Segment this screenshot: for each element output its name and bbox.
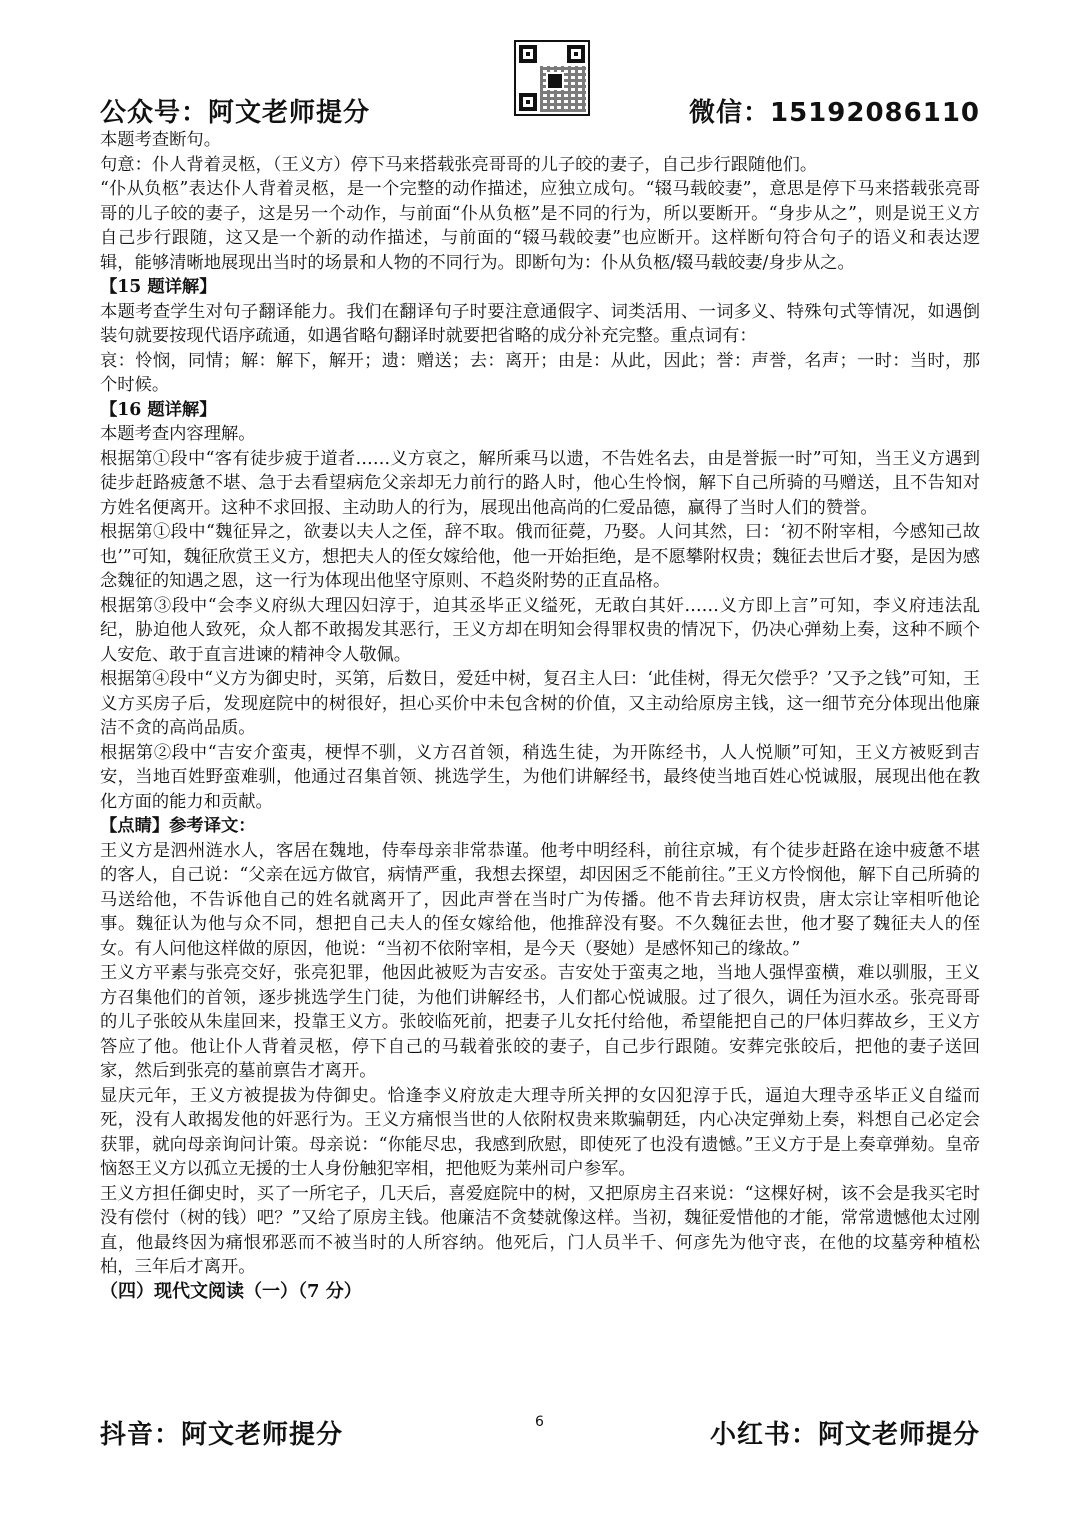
paragraph: 句意：仆人背着灵柩，（王义方）停下马来搭载张亮哥哥的儿子皎的妻子，自己步行跟随他们。 — [100, 154, 818, 175]
footer-xiaohongshu: 小红书：阿文老师提分 — [709, 1420, 980, 1450]
paragraph: 王义方担任御史时，买了一所宅子，几天后，喜爱庭院中的树，又把原房主召来说：“这棵好树，该不会是我买宅时没有偿付（树的钱）吧？”又给了原房主钱。他廉洁不贪婪就像这样。当初，魏征爱惜他的才能，常常遗憾他太过刚直，他最终因为痛恨邪恶而不被当时的人所容纳。他死后，门人员半千、何彦先为他守丧，在他的坟墓旁种植松柏，三年后才离开。 — [100, 1183, 980, 1277]
paragraph: 本题考查断句。 — [100, 130, 221, 150]
paragraph: “仆从负柩”表达仆人背着灵柩，是一个完整的动作描述，应独立成句。“辍马载皎妻”，意思是停下马来搭载张亮哥哥的儿子皎的妻子，这是另一个动作，与前面“仆从负柩”是不同的行为，所以要断开。“身步从之”，则是说王义方自己步行跟随，这又是一个新的动作描述，与前面的“辍马载皎妻”也应断开。这样断句符合句子的语义和表达逻辑，能够清晰地展现出当时的场景和人物的不同行为。即断句为：仆从负柩/辍马载皎妻/身步从之。 — [100, 179, 980, 273]
paragraph: 本题考查内容理解。 — [100, 424, 256, 444]
paragraph: 哀：怜悯，同情；解：解下，解开；遗：赠送；去：离开；由是：从此，因此；誉：声誉，名声；一时：当时，那个时候。 — [100, 350, 980, 395]
paragraph: 王义方平素与张亮交好，张亮犯罪，他因此被贬为吉安丞。吉安处于蛮夷之地，当地人强悍蛮横，难以驯服，王义方召集他们的首领，逐步挑选学生门徒，为他们讲解经书，人们都心悦诚服。过了很久，调任为洹水丞。张亮哥哥的儿子张皎从朱崖回来，投靠王义方。张皎临死前，把妻子儿女托付给他，希望能把自己的尸体归葬故乡，王义方答应了他。他让仆人背着灵柩，停下自己的马载着张皎的妻子，自己步行跟随。安葬完张皎后，把他的妻子送回家，然后到张亮的墓前禀告才离开。 — [100, 963, 980, 1081]
paragraph: 王义方是泗州涟水人，客居在魏地，侍奉母亲非常恭谨。他考中明经科，前往京城，有个徒步赶路在途中疲惫不堪的客人，自己说：“父亲在远方做官，病情严重，我想去探望，却因困乏不能前往。”王义方怜悯他，解下自己所骑的马送给他，不告诉他自己的姓名就离开了，因此声誉在当时广为传播。他不肯去拜访权贵，唐太宗让宰相听他论事。魏征认为他与众不同，想把自己夫人的侄女嫁给他，他推辞没有娶。不久魏征去世，他才娶了魏征夫人的侄女。有人问他这样做的原因，他说：“当初不依附宰相，是今天（娶她）是感怀知己的缘故。” — [100, 840, 980, 959]
header-wechat-account: 公众号：阿文老师提分 — [100, 98, 371, 128]
question-16-heading: 【16 题详解】 — [100, 399, 217, 420]
paragraph: 根据第②段中“吉安介蛮夷，梗悍不驯，义方召首领，稍选生徒，为开陈经书，人人悦顺”可知，王义方被贬到吉安，当地百姓野蛮难驯，他通过召集首领、挑选学生，为他们讲解经书，最终使当地百姓心悦诚服，展现出他在教化方面的能力和贡献。 — [100, 742, 980, 812]
page-number: 6 — [535, 1414, 544, 1430]
section-heading: （四）现代文阅读（一）（7 分） — [100, 1280, 362, 1302]
question-15-heading: 【15 题详解】 — [100, 277, 217, 297]
paragraph: 根据第③段中“会李义府纵大理囚妇淳于，迫其丞毕正义缢死，无敢白其奸……义方即上言”可知，李义府违法乱纪，胁迫他人致死，众人都不敢揭发其恶行，王义方却在明知会得罪权贵的情况下，仍决心弹劾上奏，这种不顾个人安危、敢于直言进谏的精神令人敬佩。 — [100, 595, 980, 665]
paragraph: 根据第④段中“义方为御史时，买第，后数日，爱廷中树，复召主人曰：‘此佳树，得无欠偿乎？’又予之钱”可知，王义方买房子后，发现庭院中的树很好，担心买价中未包含树的价值，又主动给原房主钱，这一细节充分体现出他廉洁不贪的高尚品质。 — [100, 669, 980, 738]
document-body — [100, 128, 980, 1304]
paragraph: 根据第①段中“客有徒步疲于道者……义方哀之，解所乘马以遗，不告姓名去，由是誉振一时”可知，当王义方遇到徒步赶路疲惫不堪、急于去看望病危父亲却无力前行的路人时，他心生怜悯，解下自己所骑的马赠送，且不告知对方姓名便离开。这种不求回报、主动助人的行为，展现出他高尚的仁爱品德，赢得了当时人们的赞誉。 — [100, 448, 980, 518]
qr-code-icon — [514, 40, 590, 116]
translation-heading: 【点睛】参考译文： — [100, 816, 256, 836]
paragraph: 显庆元年，王义方被提拔为侍御史。恰逢李义府放走大理寺所关押的女囚犯淳于氏，逼迫大理寺丞毕正义自缢而死，没有人敢揭发他的奸恶行为。王义方痛恨当世的人依附权贵来欺骗朝廷，内心决定弹劾上奏，料想自己必定会获罪，就向母亲询问计策。母亲说：“你能尽忠，我感到欣慰，即使死了也没有遗憾。”王义方于是上奏章弹劾。皇帝恼怒王义方以孤立无援的士人身份触犯宰相，把他贬为莱州司户参军。 — [100, 1085, 980, 1179]
paragraph: 根据第①段中“魏征异之，欲妻以夫人之侄，辞不取。俄而征薨，乃娶。人问其然，曰：‘初不附宰相，今感知己故也’”可知，魏征欣赏王义方，想把夫人的侄女嫁给他，他一开始拒绝，是不愿攀附权贵；魏征去世后才娶，是因为感念魏征的知遇之恩，这一行为体现出他坚守原则、不趋炎附势的正直品格。 — [100, 522, 980, 591]
footer-douyin: 抖音：阿文老师提分 — [100, 1420, 344, 1450]
header-wechat-id: 微信：15192086110 — [689, 98, 980, 128]
paragraph: 本题考查学生对句子翻译能力。我们在翻译句子时要注意通假字、词类活用、一词多义、特殊句式等情况，如遇倒装句就要按现代语序疏通，如遇省略句翻译时就要把省略的成分补充完整。重点词有： — [100, 301, 980, 346]
